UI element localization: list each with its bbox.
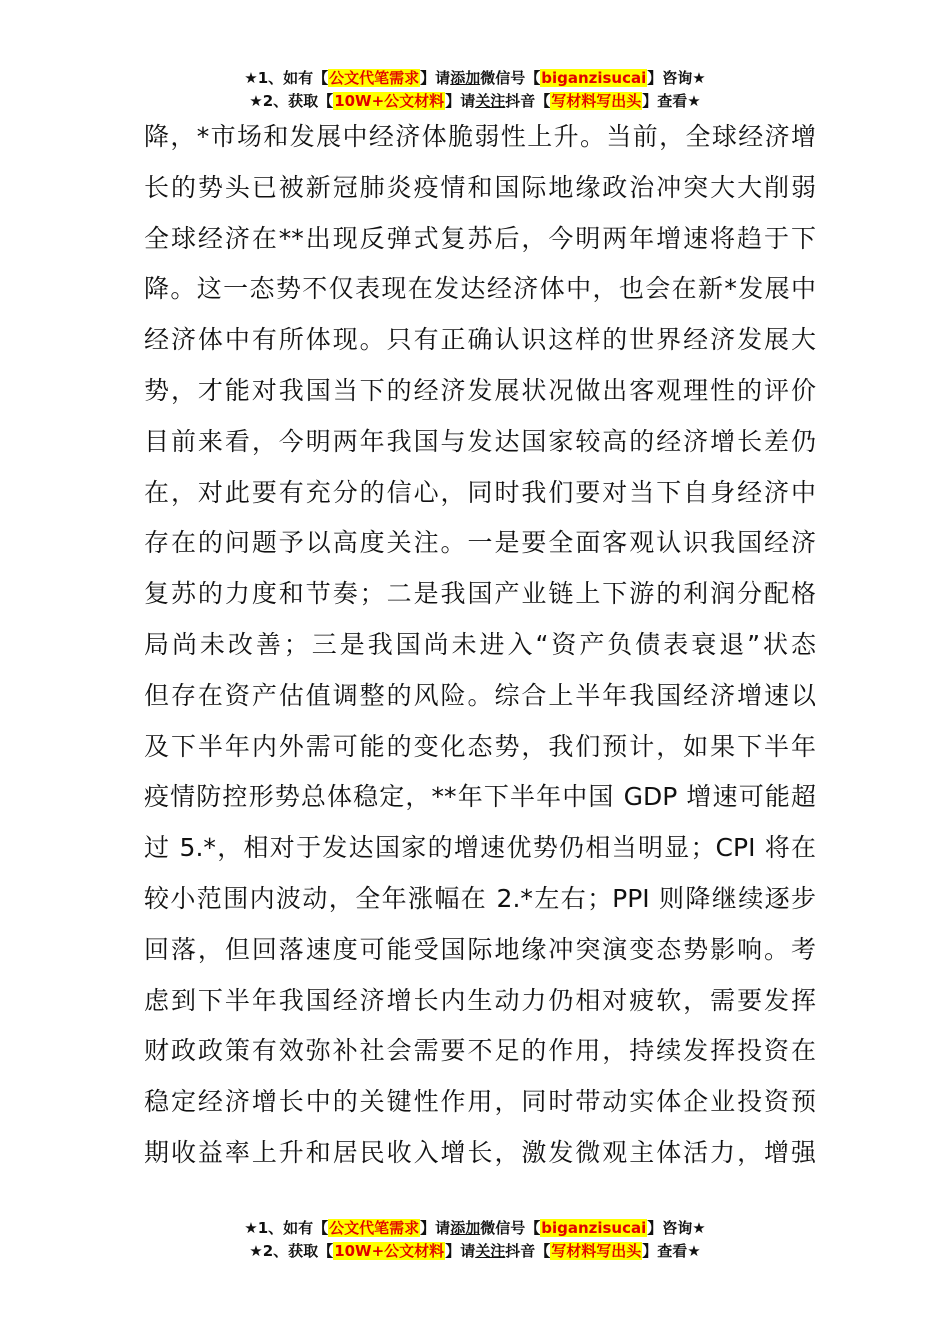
banner-text: 微信号【 <box>480 69 541 87</box>
banner-text: 抖音【 <box>505 1242 551 1260</box>
document-body <box>144 112 816 1179</box>
banner-text: 微信号【 <box>480 1219 541 1237</box>
body-line: 降。这一态势不仅表现在发达经济体中，也会在新*发展中 <box>144 274 816 304</box>
banner-line-2 <box>0 90 950 113</box>
banner-text: 】咨询★ <box>647 69 706 87</box>
body-line: 势，才能对我国当下的经济发展状况做出客观理性的评价 <box>144 375 816 405</box>
banner-text: 】咨询★ <box>647 1219 706 1237</box>
banner-text: ★1、如有【 <box>244 1219 329 1237</box>
banner-text: 】请 <box>420 1219 451 1237</box>
body-line: 财政政策有效弥补社会需要不足的作用，持续发挥投资在 <box>144 1036 816 1066</box>
banner-text: 抖音【 <box>505 92 551 110</box>
banner-underlined: 添加 <box>450 69 481 87</box>
banner-highlight: 写材料写出头 <box>551 1242 642 1260</box>
body-line: 目前来看，今明两年我国与发达国家较高的经济增长差仍 <box>144 426 816 456</box>
banner-text: ★2、获取【 <box>249 1242 334 1260</box>
banner-line-2 <box>0 1240 950 1263</box>
body-line: 降，*市场和发展中经济体脆弱性上升。当前，全球经济增 <box>144 122 816 151</box>
body-line: 存在的问题予以高度关注。一是要全面客观认识我国经济 <box>144 528 816 558</box>
banner-highlight: 公文代笔需求 <box>329 69 420 87</box>
banner-line-1 <box>0 1217 950 1240</box>
body-line: 全球经济在**出现反弹式复苏后，今明两年增速将趋于下 <box>144 223 816 253</box>
body-line: 回落，但回落速度可能受国际地缘冲突演变态势影响。考 <box>144 934 816 964</box>
banner-highlight: 10W+公文材料 <box>334 1242 445 1260</box>
body-line: 局尚未改善；三是我国尚未进入“资产负债表衰退”状态 <box>144 629 816 659</box>
banner-highlight: 写材料写出头 <box>551 92 642 110</box>
banner-line-1 <box>0 67 950 90</box>
header-banner <box>0 67 950 113</box>
banner-highlight: biganzisucai <box>541 1219 647 1237</box>
body-line: 稳定经济增长中的关键性作用，同时带动实体企业投资预 <box>144 1087 816 1117</box>
banner-text: 】查看★ <box>642 1242 701 1260</box>
banner-text: 】请 <box>445 1242 476 1260</box>
banner-text: 】查看★ <box>642 92 701 110</box>
banner-text: 】请 <box>445 92 476 110</box>
banner-text: ★1、如有【 <box>244 69 329 87</box>
banner-underlined: 添加 <box>450 1219 481 1237</box>
body-line: 在，对此要有充分的信心，同时我们要对当下自身经济中 <box>144 477 816 507</box>
body-line: 较小范围内波动，全年涨幅在 2.*左右；PPI 则降继续逐步 <box>144 883 816 913</box>
body-line: 过 5.*，相对于发达国家的增速优势仍相当明显；CPI 将在 <box>144 833 816 863</box>
banner-highlight: 10W+公文材料 <box>334 92 445 110</box>
body-line: 复苏的力度和节奏；二是我国产业链上下游的利润分配格 <box>144 579 816 609</box>
banner-text: 】请 <box>420 69 451 87</box>
body-line: 疫情防控形势总体稳定，**年下半年中国 GDP 增速可能超 <box>144 782 816 812</box>
body-line: 长的势头已被新冠肺炎疫情和国际地缘政治冲突大大削弱 <box>144 172 816 202</box>
body-line: 及下半年内外需可能的变化态势，我们预计，如果下半年 <box>144 731 816 761</box>
banner-text: ★2、获取【 <box>249 92 334 110</box>
body-line: 虑到下半年我国经济增长内生动力仍相对疲软，需要发挥 <box>144 985 816 1015</box>
banner-highlight: biganzisucai <box>541 69 647 87</box>
footer-banner <box>0 1217 950 1263</box>
banner-highlight: 公文代笔需求 <box>329 1219 420 1237</box>
body-line: 经济体中有所体现。只有正确认识这样的世界经济发展大 <box>144 325 816 355</box>
body-line: 但存在资产估值调整的风险。综合上半年我国经济增速以 <box>144 680 816 710</box>
banner-underlined: 关注 <box>475 1242 506 1260</box>
body-line: 期收益率上升和居民收入增长，激发微观主体活力，增强 <box>144 1137 816 1167</box>
banner-underlined: 关注 <box>475 92 506 110</box>
